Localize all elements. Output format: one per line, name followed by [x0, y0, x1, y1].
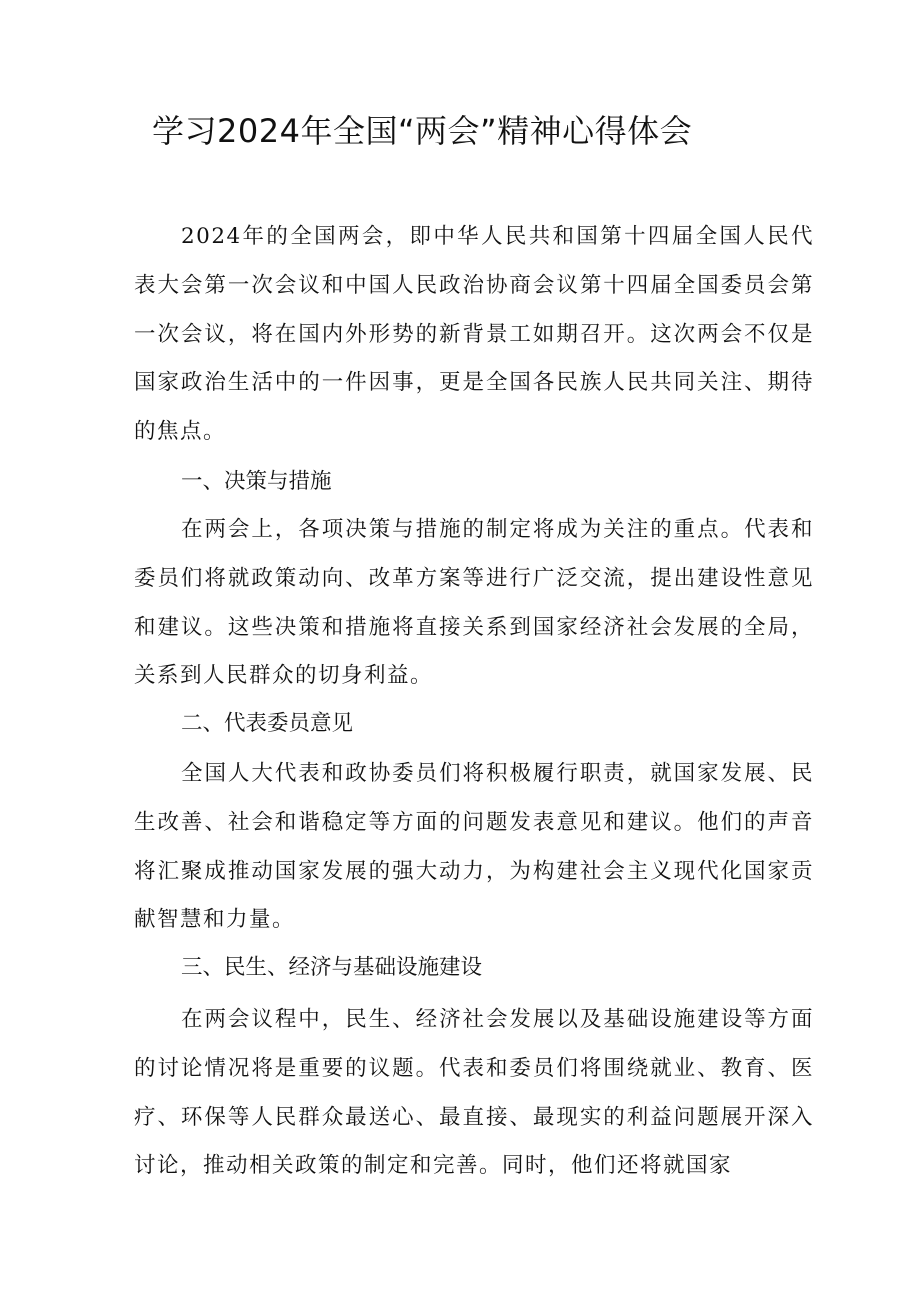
section-paragraph-livelihood: 在两会议程中，民生、经济社会发展以及基础设施建设等方面的讨论情况将是重要的议题。代表和委员们将围绕就业、教育、医疗、环保等人民群众最送心、最直接、最现实的利益问题展开深入讨论，推动相关政策的制定和完善。同时，他们还将就国家	[134, 1007, 814, 1179]
section-heading-opinions: 二、代表委员意见	[181, 711, 354, 736]
document-title: 学习2024年全国“两会”精神心得体会	[152, 112, 693, 150]
section-heading-decisions: 一、决策与措施	[181, 469, 332, 494]
intro-paragraph: 2024年的全国两会，即中华人民共和国第十四届全国人民代表大会第一次会议和中国人民政治协商会议第十四届全国委员会第一次会议，将在国内外形势的新背景工如期召开。这次两会不仅是国家政治生活中的一件因事，更是全国各民族人民共同关注、期待的焦点。	[134, 224, 814, 445]
section-heading-livelihood: 三、民生、经济与基础设施建设	[181, 955, 483, 980]
section-paragraph-decisions: 在两会上，各项决策与措施的制定将成为关注的重点。代表和委员们将就政策动向、改革方案等进行广泛交流，提出建设性意见和建议。这些决策和措施将直接关系到国家经济社会发展的全局，关系到人民群众的切身利益。	[134, 517, 814, 689]
section-paragraph-opinions: 全国人大代表和政协委员们将积极履行职责，就国家发展、民生改善、社会和谐稳定等方面的问题发表意见和建议。他们的声音将汇聚成推动国家发展的强大动力，为构建社会主义现代化国家贡献智慧和力量。	[134, 761, 814, 933]
